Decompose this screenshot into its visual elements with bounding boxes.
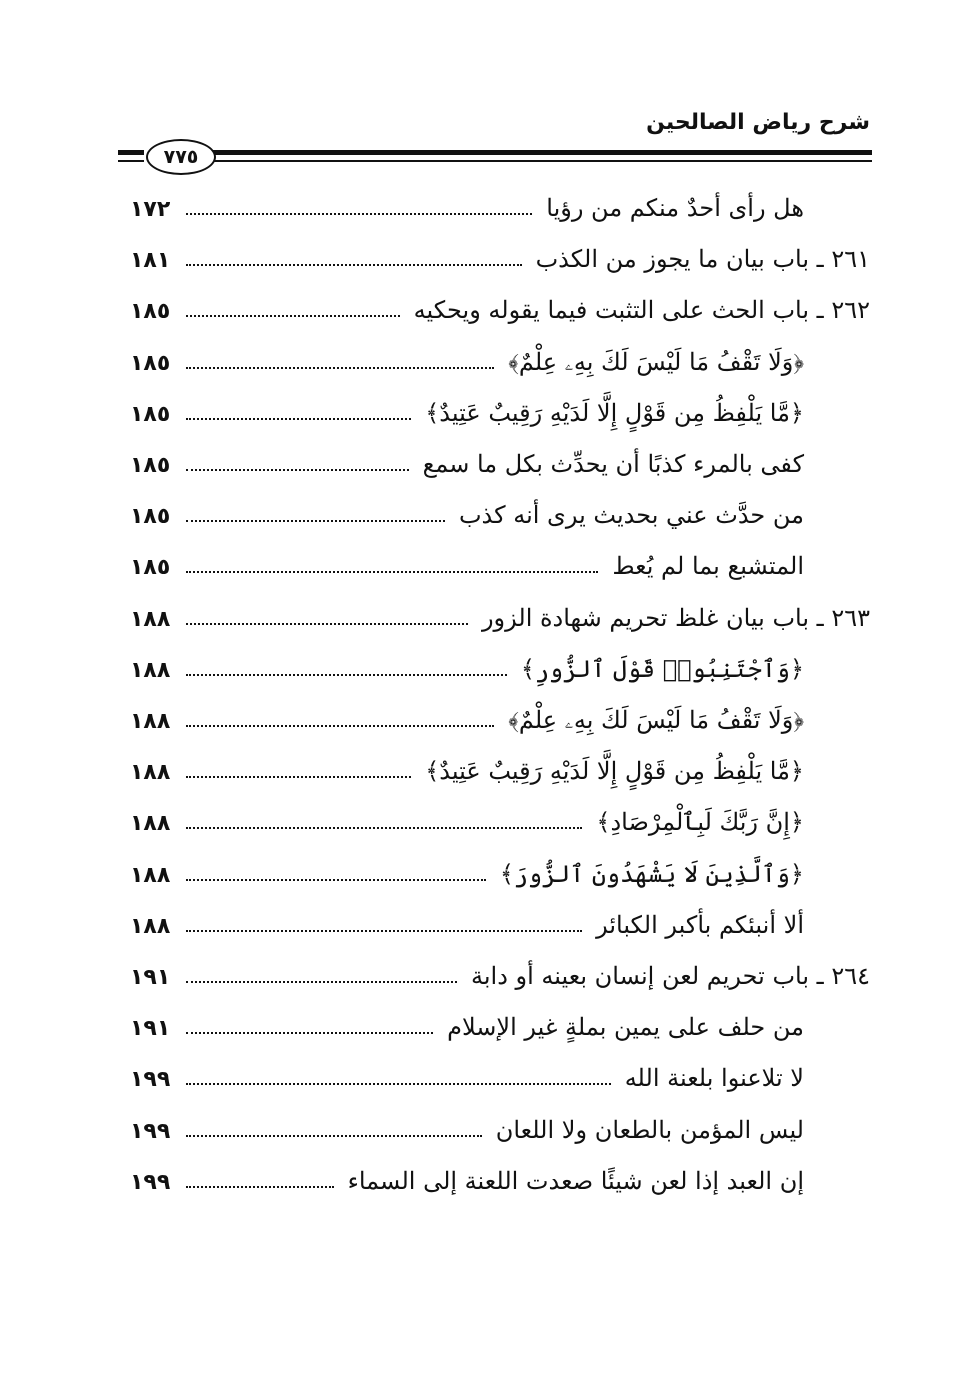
toc-page-number: ١٨٨ (130, 709, 171, 734)
toc-dot-leader (186, 263, 522, 266)
toc-entry (130, 290, 870, 324)
toc-dot-leader (186, 1082, 611, 1085)
book-title: شرح رياض الصالحين (646, 110, 870, 135)
toc-entry-title: ﴿مَّا يَلْفِظُ مِن قَوْلٍ إِلَّا لَدَيْهِ رَقِيبٌ عَتِيدٌ﴾ (425, 757, 804, 786)
toc-entry-title: هل رأى أحدٌ منكم من رؤيا (546, 194, 804, 222)
toc-entry (130, 956, 870, 990)
toc-entry-title: من حدَّث عني بحديث يرى أنه كذب (458, 501, 804, 530)
toc-page-number: ١٨٨ (130, 606, 171, 632)
toc-entry (130, 854, 804, 888)
toc-page-number: ١٨٥ (130, 350, 171, 376)
toc-entry (130, 1161, 804, 1195)
toc-entry-title: ٢٦٣ ـ باب بيان غلظ تحريم شهادة الزور (481, 603, 870, 632)
toc-entry-title: ﴿مَّا يَلْفِظُ مِن قَوْلٍ إِلَّا لَدَيْهِ رَقِيبٌ عَتِيدٌ﴾ (425, 398, 804, 427)
toc-entry-title: ﴿إِنَّ رَبَّكَ لَبِٱلْمِرْصَادِ﴾ (596, 808, 804, 837)
page-number: ٧٧٥ (163, 146, 199, 168)
toc-entry (130, 546, 804, 580)
toc-entry (130, 239, 870, 273)
toc-page-number: ١٩٩ (130, 1067, 171, 1093)
toc-dot-leader (186, 1031, 433, 1034)
toc-dot-leader (186, 314, 400, 317)
toc-dot-leader (186, 826, 582, 829)
toc-entry-title: إن العبد إذا لعن شيئًا صعدت اللعنة إلى السماء (347, 1166, 804, 1195)
toc-entry (130, 393, 804, 427)
toc-dot-leader (186, 468, 409, 471)
toc-page-number: ١٨١ (130, 248, 171, 274)
toc-entry-title: ﴿وَلَا تَقْفُ مَا لَيْسَ لَكَ بِهِۦ عِلْمٌ﴾ (508, 706, 804, 734)
toc-entry-title: ٢٦٢ ـ باب الحث على التثبت فيما يقوله ويحكيه (413, 296, 870, 325)
toc-entry (130, 342, 804, 376)
toc-dot-leader (186, 724, 494, 727)
toc-entry (130, 1007, 804, 1041)
toc-page-number: ١٨٨ (130, 760, 171, 786)
toc-page-number: ١٨٥ (130, 555, 171, 581)
toc-entry (130, 1110, 804, 1144)
toc-page-number: ١٧٢ (130, 197, 171, 222)
toc-entry (130, 905, 804, 939)
toc-page-number: ١٨٨ (130, 913, 171, 939)
toc-page-number: ١٩١ (130, 1016, 171, 1042)
toc-entry-title: من حلف على يمين بملةٍ غير الإسلام (447, 1013, 804, 1042)
toc-entry-title: ٢٦١ ـ باب بيان ما يجوز من الكذب (535, 245, 870, 274)
toc-page-number: ١٨٥ (130, 299, 171, 325)
toc-entry (130, 1058, 804, 1092)
toc-entry-title: لا تلاعنوا بلعنة الله (624, 1064, 804, 1093)
toc-entry-title: ٢٦٤ ـ باب تحريم لعن إنسان بعينه أو دابة (470, 962, 870, 990)
toc-dot-leader (186, 775, 411, 778)
toc-entry-title: كفى بالمرء كذبًا أن يحدِّث بكل ما سمع (422, 450, 804, 478)
toc-entry-title: المتشبع بما لم يُعط (612, 552, 804, 581)
toc-dot-leader (186, 570, 598, 573)
toc-page-number: ١٨٨ (130, 657, 171, 683)
toc-entry (130, 598, 870, 632)
toc-dot-leader (186, 366, 494, 369)
toc-entry (130, 188, 804, 222)
toc-page-number: ١٨٥ (130, 401, 171, 427)
toc-dot-leader (186, 929, 582, 932)
toc-dot-leader (186, 878, 486, 881)
toc-dot-leader (186, 673, 507, 676)
toc-dot-leader (186, 417, 411, 420)
toc-page-number: ١٩٩ (130, 1118, 171, 1144)
toc-dot-leader (186, 980, 457, 983)
toc-page-number: ١٨٨ (130, 862, 171, 888)
toc-page-number: ١٨٥ (130, 453, 171, 478)
toc-dot-leader (186, 1134, 482, 1137)
toc-dot-leader (186, 519, 445, 522)
toc-entry (130, 751, 804, 785)
toc-dot-leader (186, 1185, 334, 1188)
toc-entry-title: ليس المؤمن بالطعان ولا اللعان (495, 1115, 804, 1144)
toc-page-number: ١٨٥ (130, 504, 171, 530)
toc-page-number: ١٨٨ (130, 811, 171, 837)
toc-entry-title: ألا أنبئكم بأكبر الكبائر (596, 910, 804, 939)
toc-page-number: ١٩١ (130, 965, 171, 990)
toc-entry (130, 700, 804, 734)
toc-entry (130, 649, 804, 683)
toc-entry-title: ﴿وَٱلَّذِينَ لَا يَشْهَدُونَ ٱلزُّورَ﴾ (499, 859, 804, 888)
toc-page-number: ١٩٩ (130, 1169, 171, 1195)
toc-entry-title: ﴿وَلَا تَقْفُ مَا لَيْسَ لَكَ بِهِۦ عِلْمٌ﴾ (508, 347, 804, 376)
toc-entry-title: ﴿وَٱجْتَنِبُوا۟ قَوْلَ ٱلزُّورِ﴾ (520, 654, 804, 683)
toc-entry (130, 495, 804, 529)
toc-dot-leader (186, 622, 468, 625)
toc-entry (130, 444, 804, 478)
toc-dot-leader (186, 212, 532, 215)
toc-entry (130, 802, 804, 836)
